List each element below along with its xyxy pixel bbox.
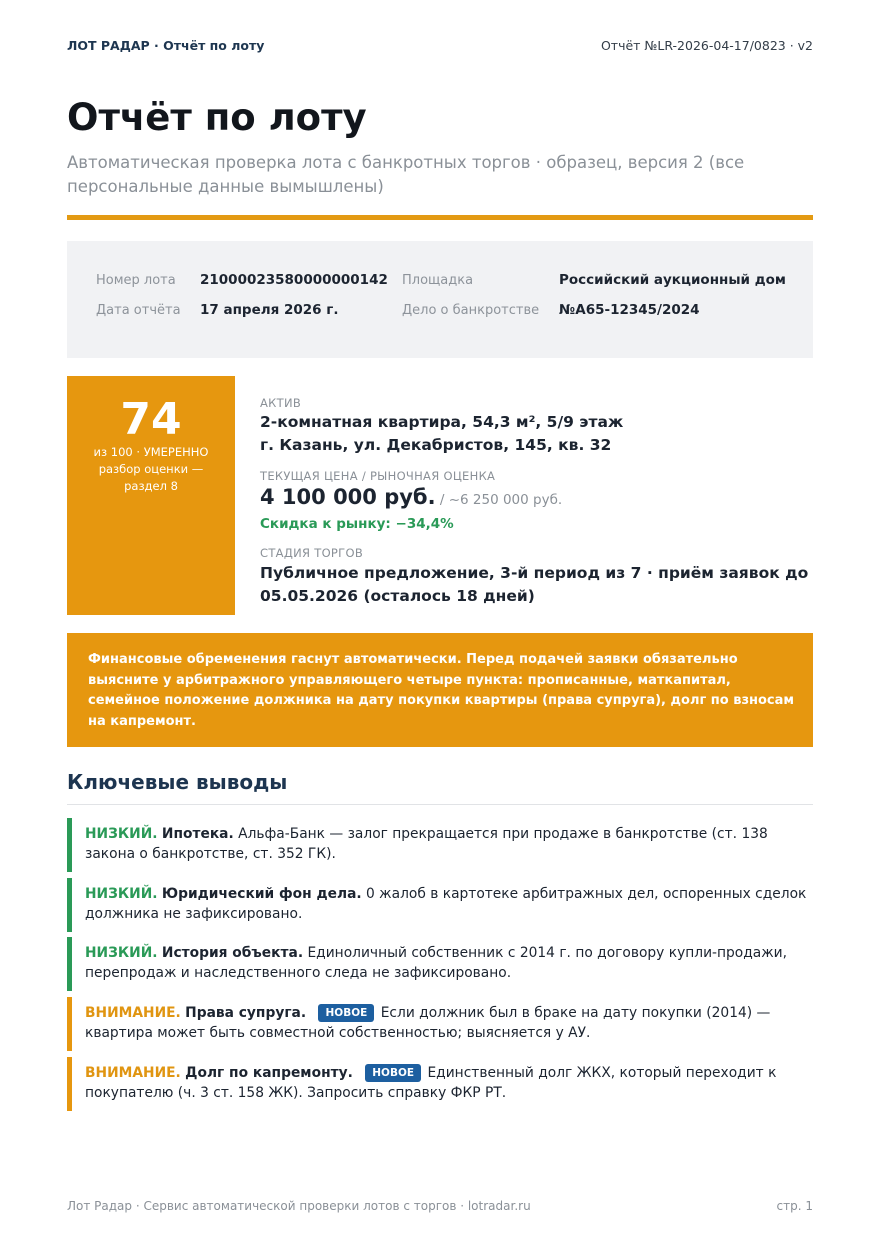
asset-caption: АКТИВ [260,396,302,410]
finding-text: Единственный долг ЖКХ, который переходит к покупателю (ч. 3 ст. 158 ЖК). Запросить справку ФКР РТ. [85,1065,777,1101]
new-badge: НОВОЕ [318,1004,374,1022]
finding-item [67,878,813,932]
stage-line-1: Публичное предложение, 3-й период из 7 · приём заявок до [260,564,809,582]
page-subtitle: Автоматическая проверка лота с банкротных торгов · образец, версия 2 (все персональные данные вымышлены) [67,153,745,196]
bankruptcy-case-label: Дело о банкротстве [402,303,540,318]
price-row [260,485,562,509]
top-bar [67,38,813,54]
finding-text: Единоличный собственник с 2014 г. по договору купли-продажи, перепродаж и наследственного следа не зафиксировано. [85,945,788,981]
finding-level: ВНИМАНИЕ. [85,1005,181,1021]
market-estimate: ~6 250 000 руб. [448,492,563,508]
score-description [81,444,221,495]
score-value: 74 [120,394,182,445]
stage-line-2: 05.05.2026 (осталось 18 дней) [260,587,535,605]
findings-heading: Ключевые выводы [67,770,288,794]
finding-heading: Ипотека. [161,826,234,842]
price-caption: ТЕКУЩАЯ ЦЕНА / РЫНОЧНАЯ ОЦЕНКА [260,469,496,483]
asset-address: г. Казань, ул. Декабристов, 145, кв. 32 [260,436,612,454]
finding-item [67,1057,813,1111]
score-section-line: раздел 8 [124,479,178,493]
page-number: стр. 1 [776,1199,813,1213]
page-title: Отчёт по лоту [67,96,367,139]
discount-value: Скидка к рынку: −34,4% [260,516,454,532]
warning-banner [67,633,813,747]
finding-item [67,937,813,991]
findings-divider [67,804,813,805]
finding-item [67,818,813,872]
lot-number-label: Номер лота [96,273,176,288]
bankruptcy-case-value: №А65-12345/2024 [559,302,700,318]
finding-text: Если должник был в браке на дату покупки (2014) — квартира может быть совместной собственностью; выясняется у АУ. [85,1005,771,1041]
report-number: Отчёт №LR-2026-04-17/0823 · v2 [600,38,813,53]
new-badge: НОВОЕ [365,1064,421,1082]
finding-level: НИЗКИЙ. [85,945,158,961]
finding-level: НИЗКИЙ. [85,826,158,842]
current-price: 4 100 000 руб. [260,485,436,509]
report-page [67,0,813,1245]
finding-level: ВНИМАНИЕ. [85,1065,181,1081]
score-ref-line: разбор оценки — [98,462,204,476]
finding-text: Альфа-Банк — залог прекращается при продаже в банкротстве (ст. 138 закона о банкротстве, ст. 352 ГК). [85,826,768,862]
platform-label: Площадка [402,273,474,288]
brand-label: ЛОТ РАДАР · Отчёт по лоту [67,38,265,53]
finding-heading: Права супруга. [185,1005,307,1021]
meta-panel [67,241,813,358]
report-date-value: 17 апреля 2026 г. [200,302,339,318]
finding-text: 0 жалоб в картотеке арбитражных дел, оспоренных сделок должника не зафиксировано. [85,886,807,922]
finding-heading: История объекта. [161,945,304,961]
finding-heading: Юридический фон дела. [161,886,362,902]
accent-divider [67,215,813,220]
asset-title: 2-комнатная квартира, 54,3 м², 5/9 этаж [260,413,624,431]
report-date-label: Дата отчёта [96,303,181,318]
score-card [67,376,235,615]
finding-heading: Долг по капремонту. [185,1065,353,1081]
finding-item [67,997,813,1051]
price-separator: / [435,492,449,508]
score-scale-line: из 100 · УМЕРЕННО [93,445,209,459]
finding-level: НИЗКИЙ. [85,886,158,902]
stage-caption: СТАДИЯ ТОРГОВ [260,546,364,560]
platform-value: Российский аукционный дом [559,272,786,288]
lot-number-value: 21000023580000000142 [200,272,388,288]
footer-service-text: Лот Радар · Сервис автоматической проверки лотов с торгов · lotradar.ru [67,1199,531,1213]
warning-text: Финансовые обременения гаснут автоматически. Перед подачей заявки обязательно выясните у арбитражного управляющего четыре пункта: прописанные, маткапитал, семейное положение должника на дату покупки квартиры (права супруга), долг по взносам на капремонт. [88,652,795,729]
